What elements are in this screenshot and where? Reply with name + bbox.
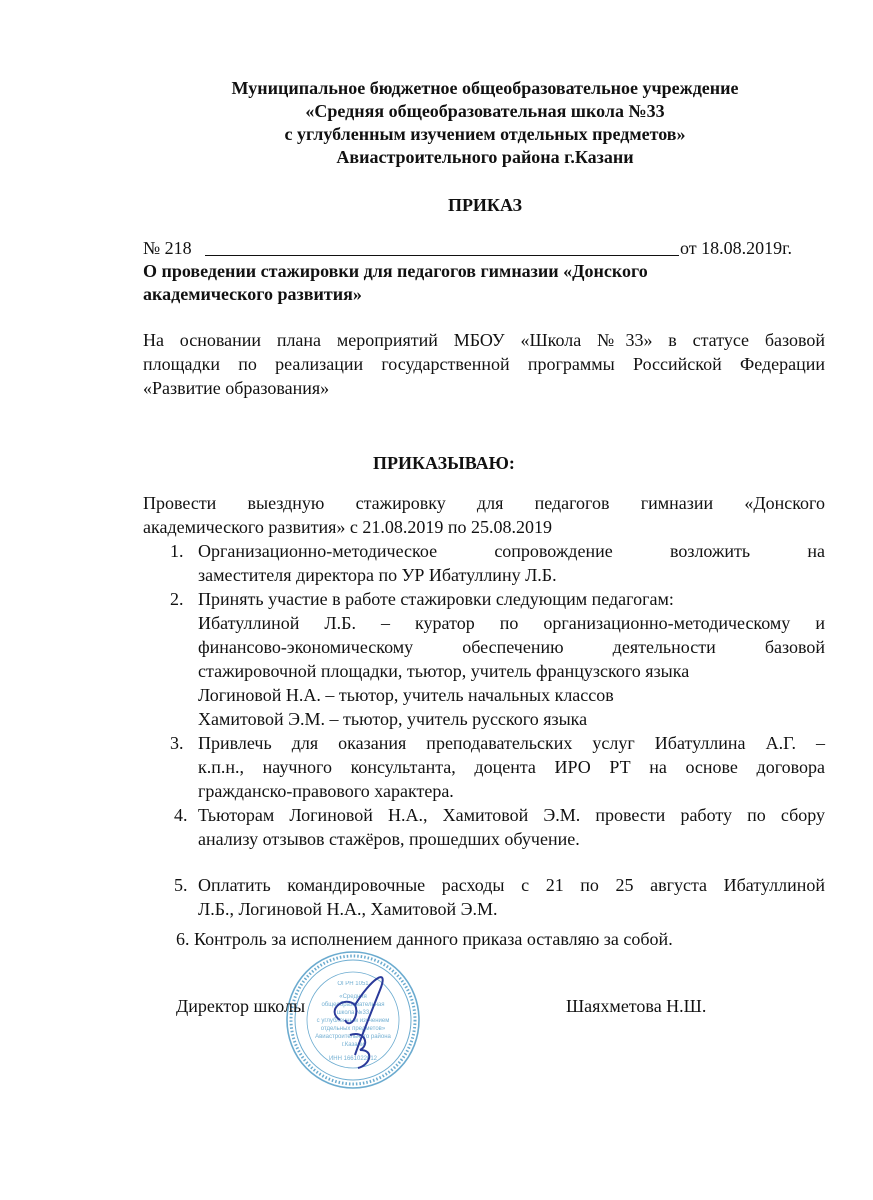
item-line: Принять участие в работе стажировки следующим педагогам: [198, 589, 674, 609]
item-line: финансово-экономическому обеспечению деятельности базовой [198, 637, 825, 657]
item-line: Ибатуллиной Л.Б. – куратор по организационно-методическому и [198, 613, 825, 633]
item-number: 1. [170, 541, 184, 561]
signature-icon [320, 960, 410, 1080]
doc-type-title: ПРИКАЗ [447, 195, 523, 215]
header-line: «Средняя общеобразовательная школа №33 [305, 101, 665, 121]
item-line: Логиновой Н.А. – тьютор, учитель начальных классов [198, 685, 614, 705]
order-date: от 18.08.2019г. [680, 238, 792, 258]
item-number: 5. [174, 875, 188, 895]
item-line: Привлечь для оказания преподавательских услуг Ибатуллина А.Г. – [198, 733, 825, 753]
item-line: Контроль за исполнением данного приказа оставляю за собой. [194, 929, 673, 949]
svg-text:отдельных предметов»: отдельных предметов» [320, 1026, 386, 1032]
signature-position: Директор школы [176, 996, 306, 1016]
subject-line: академического развития» [143, 284, 362, 304]
header-line: с углубленным изучением отдельных предметов» [284, 124, 686, 144]
header-line: Муниципальное бюджетное общеобразовательное учреждение [231, 78, 739, 98]
basis-line: На основании плана мероприятий МБОУ «Школа №33» в статусе базовой [143, 330, 825, 350]
signature-name: Шаяхметова Н.Ш. [566, 996, 707, 1016]
svg-text:«Средняя: «Средняя [339, 994, 367, 1000]
item-line: стажировочной площадки, тьютор, учитель французского языка [198, 661, 690, 681]
svg-text:ОГРН 1051: ОГРН 1051 [337, 981, 369, 987]
item-line: анализу отзывов стажёров, прошедших обучение. [198, 829, 580, 849]
item-line: Организационно-методическое сопровождение возложить на [198, 541, 825, 561]
basis-line: площадки по реализации государственной программы Российской Федерации [143, 354, 825, 374]
item-number: 4. [174, 805, 188, 825]
item-line: Тьюторам Логиновой Н.А., Хамитовой Э.М. провести работу по сбору [198, 805, 825, 825]
item-line: Хамитовой Э.М. – тьютор, учитель русского языка [198, 709, 588, 729]
intro-line: академического развития» с 21.08.2019 по 25.08.2019 [143, 517, 552, 537]
item-line: гражданско-правового характера. [198, 781, 454, 801]
item-number: 3. [170, 733, 184, 753]
item-number: 2. [170, 589, 184, 609]
item-number: 6. [176, 929, 190, 949]
number-underline [205, 255, 679, 256]
intro-line: Провести выездную стажировку для педагогов гимназии «Донского [143, 493, 825, 513]
svg-text:общеобразовательная: общеобразовательная [321, 1002, 385, 1008]
svg-text:ИНН 1661022012: ИНН 1661022012 [328, 1056, 378, 1062]
item-line: к.п.н., научного консультанта, доцента ИРО РТ на основе договора [198, 757, 825, 777]
svg-text:г.Казани: г.Казани [341, 1042, 365, 1048]
order-number: № 218 [143, 238, 192, 258]
svg-text:Авиастроительного района: Авиастроительного района [315, 1034, 391, 1040]
svg-text:с углубленным изучением: с углубленным изучением [316, 1018, 390, 1024]
basis-line: «Развитие образования» [143, 378, 330, 398]
item-line: Оплатить командировочные расходы с 21 по 25 августа Ибатуллиной [198, 875, 825, 895]
subject-line: О проведении стажировки для педагогов гимназии «Донского [143, 261, 648, 281]
order-word: ПРИКАЗЫВАЮ: [373, 453, 515, 473]
item-line: заместителя директора по УР Ибатуллину Л.Б. [198, 565, 557, 585]
svg-text:школа №33: школа №33 [336, 1010, 370, 1016]
header-line: Авиастроительного района г.Казани [336, 147, 634, 167]
item-line: Л.Б., Логиновой Н.А., Хамитовой Э.М. [198, 899, 498, 919]
